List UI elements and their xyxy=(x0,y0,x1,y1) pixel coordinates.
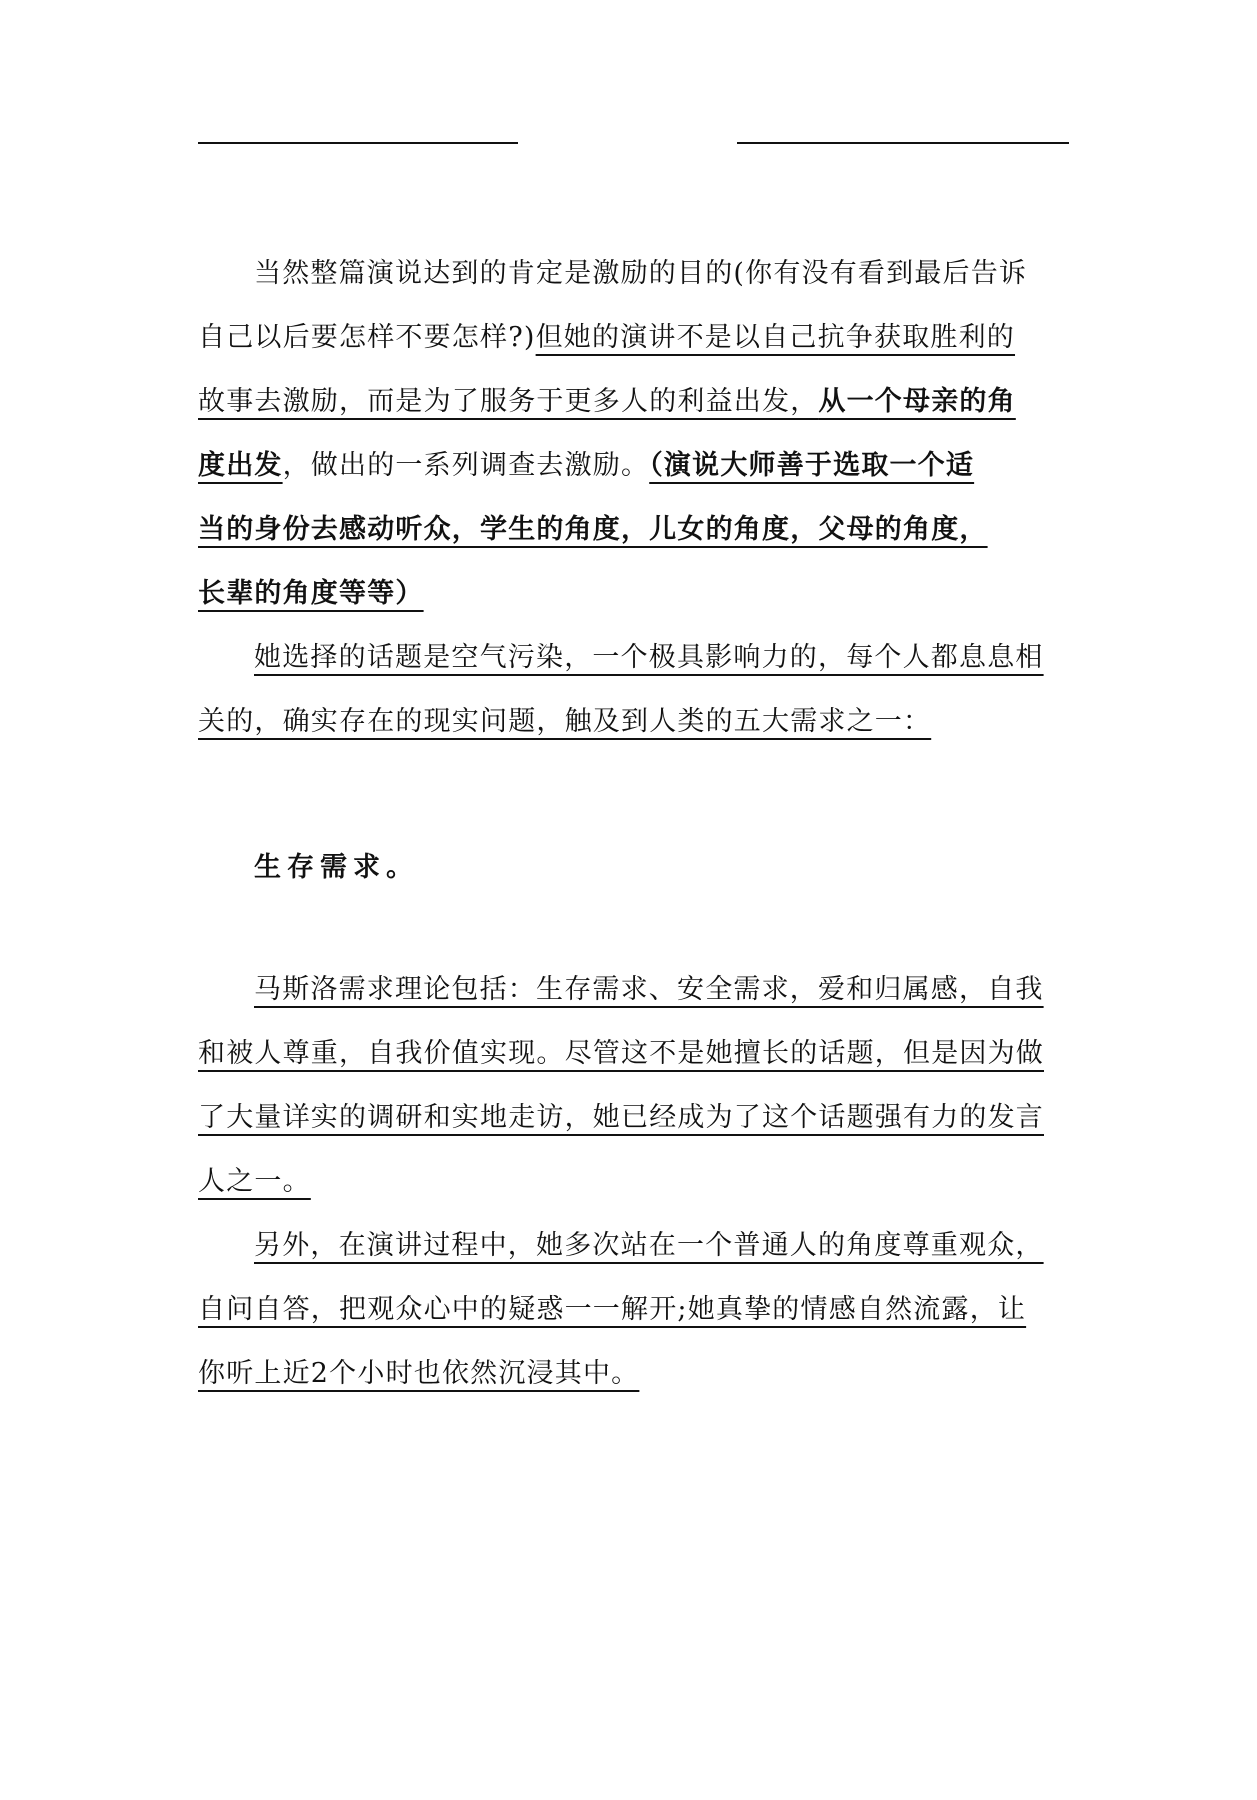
p1-line-4 xyxy=(198,446,974,486)
header-rule-right xyxy=(737,142,1069,144)
p2-line-2-text: 关的，确实存在的现实问题，触及到人类的五大需求之一： xyxy=(198,706,932,737)
section-heading: 生存需求。 xyxy=(254,852,419,883)
p1-line-4-bold-2: （演说大师善于选取一个适 xyxy=(649,450,975,481)
p2-line-2 xyxy=(198,702,931,742)
p4-line-3 xyxy=(198,1354,639,1394)
p3-line-3 xyxy=(198,1098,1044,1138)
p1-line-4-plain: ，做出的一系列调查去激励。 xyxy=(282,450,650,481)
p2-line-1 xyxy=(254,638,1044,678)
p1-line-3 xyxy=(198,382,1016,422)
p1-line-2-plain: 自己以后要怎样不要怎样?) xyxy=(198,322,536,353)
p1-line-1-text: 当然整篇演说达到的肯定是激励的目的(你有没有看到最后告诉 xyxy=(254,258,1028,289)
p1-line-2 xyxy=(198,318,1015,358)
p4-line-3-text: 你听上近2个小时也依然沉浸其中。 xyxy=(198,1358,640,1389)
p3-line-1 xyxy=(254,970,1044,1010)
p4-line-1-text: 另外，在演讲过程中，她多次站在一个普通人的角度尊重观众， xyxy=(254,1230,1044,1261)
p3-line-4 xyxy=(198,1162,311,1202)
p1-line-1 xyxy=(254,254,1027,294)
p4-line-1 xyxy=(254,1226,1044,1266)
p4-line-2-text: 自问自答，把观众心中的疑惑一一解开;她真挚的情感自然流露，让 xyxy=(198,1294,1027,1325)
p1-line-3-bold: 从一个母亲的角 xyxy=(818,386,1016,417)
p3-line-1-text: 马斯洛需求理论包括：生存需求、安全需求，爱和归属感，自我 xyxy=(254,974,1044,1005)
p3-line-3-text: 了大量详实的调研和实地走访，她已经成为了这个话题强有力的发言 xyxy=(198,1102,1044,1133)
p1-line-5-bold: 当的身份去感动听众，学生的角度，儿女的角度，父母的角度， xyxy=(198,514,988,545)
p1-line-4-bold: 度出发 xyxy=(198,450,283,481)
p3-line-4-text: 人之一。 xyxy=(198,1166,311,1197)
p1-line-5 xyxy=(198,510,988,550)
p1-line-3-plain: 故事去激励，而是为了服务于更多人的利益出发， xyxy=(198,386,819,417)
p3-line-2-text: 和被人尊重，自我价值实现。尽管这不是她擅长的话题，但是因为做 xyxy=(198,1038,1044,1069)
p1-line-6-bold: 长辈的角度等等） xyxy=(198,578,424,609)
p1-line-2-underlined: 但她的演讲不是以自己抗争获取胜利的 xyxy=(535,322,1016,353)
header-rule-left xyxy=(198,142,518,144)
p2-line-1-text: 她选择的话题是空气污染，一个极具影响力的，每个人都息息相 xyxy=(254,642,1044,673)
p4-line-2 xyxy=(198,1290,1026,1330)
p1-line-6 xyxy=(198,574,424,614)
p3-line-2 xyxy=(198,1034,1044,1074)
